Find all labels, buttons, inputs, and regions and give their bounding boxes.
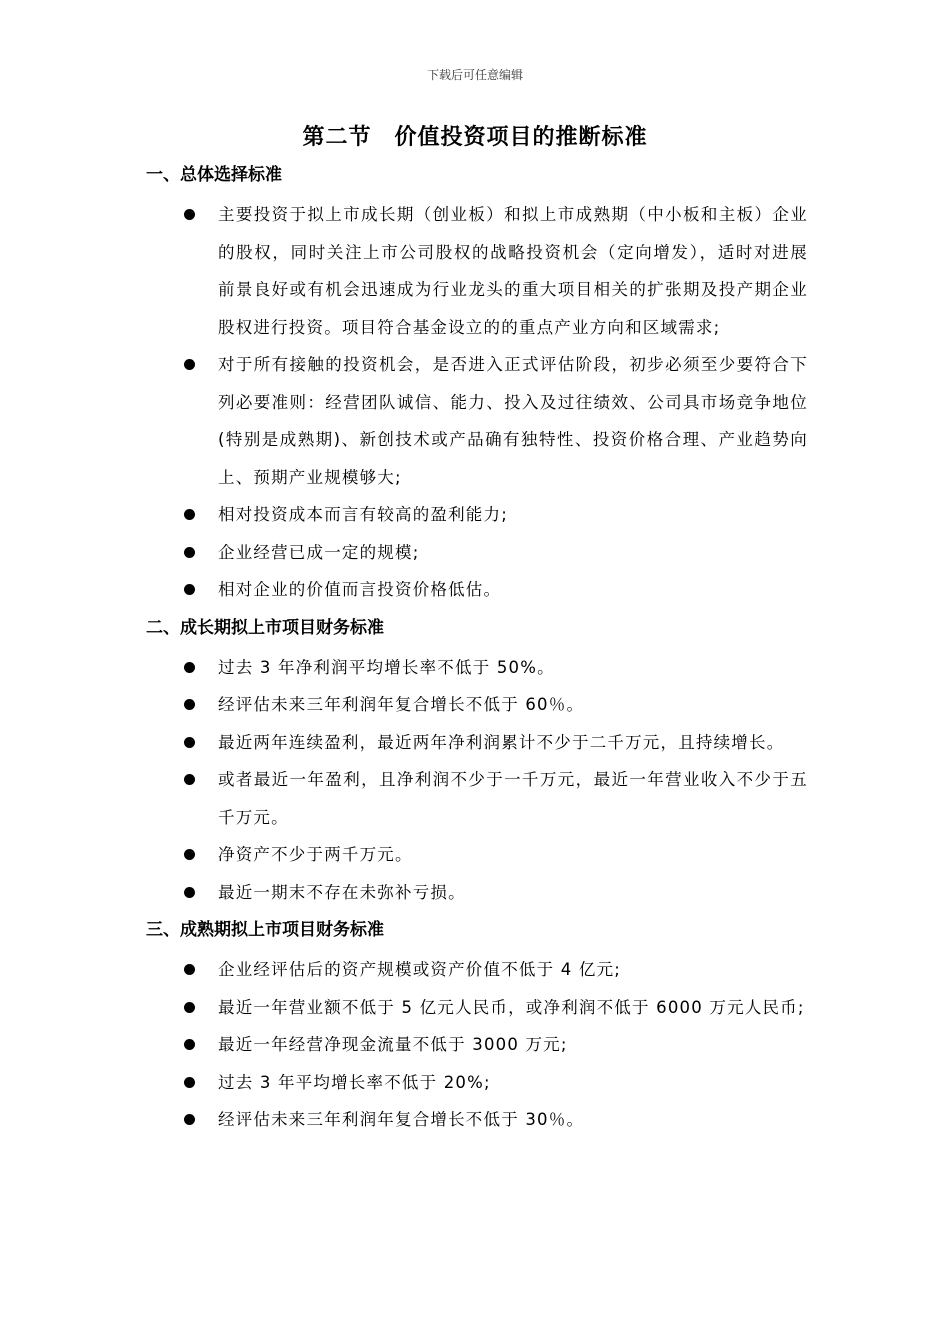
- list-item-text: 企业经营已成一定的规模;: [218, 542, 420, 562]
- list-item: [146, 1026, 808, 1064]
- list-item-text: 主要投资于拟上市成长期（创业板）和拟上市成熟期（中小板和主板）企业的股权，同时关注上市公司股权的战略投资机会（定向增发），适时对进展前景良好或有机会迅速成为行业龙头的重大项目相关的扩张期及投产期企业股权进行投资。项目符合基金设立的的重点产业方向和区域需求;: [218, 205, 808, 337]
- list-item-text: 或者最近一年盈利，且净利润不少于一千万元，最近一年营业收入不少于五千万元。: [218, 770, 808, 827]
- section-heading: 二、成长期拟上市项目财务标准: [146, 617, 384, 638]
- list-item: [146, 534, 808, 572]
- section-heading: 三、成熟期拟上市项目财务标准: [146, 920, 384, 940]
- bullet-icon: [184, 547, 195, 558]
- list-item-text: 经评估未来三年利润年复合增长不低于 30％。: [218, 1110, 585, 1129]
- bullet-icon: [184, 1039, 195, 1050]
- section-heading: 一、总体选择标准: [146, 165, 282, 185]
- list-item: [146, 1064, 808, 1102]
- section-general-criteria: [146, 160, 808, 609]
- list-item: [146, 196, 808, 346]
- bullet-icon: [184, 964, 195, 975]
- list-item-text: 最近一年经营净现金流量不低于 3000 万元;: [218, 1035, 568, 1054]
- bullet-icon: [184, 359, 195, 370]
- bullet-icon: [184, 1114, 195, 1125]
- document-body: [146, 160, 808, 1143]
- section-growth-stage-criteria: [146, 613, 808, 912]
- list-item: [146, 761, 808, 836]
- page-header: 下载后可任意编辑: [426, 68, 523, 82]
- bullet-list: [146, 951, 808, 1139]
- bullet-icon: [184, 774, 195, 785]
- list-item: [146, 951, 808, 989]
- page-title: 第二节 价值投资项目的推断标准: [302, 125, 648, 150]
- list-item: [146, 686, 808, 724]
- section-mature-stage-criteria: [146, 915, 808, 1139]
- list-item-text: 对于所有接触的投资机会，是否进入正式评估阶段，初步必须至少要符合下列必要准则：经营团队诚信、能力、投入及过往绩效、公司具市场竞争地位(特别是成熟期)、新创技术或产品确有独特性、投资价格合理、产业趋势向上、预期产业规模够大;: [218, 355, 808, 487]
- bullet-icon: [184, 1077, 195, 1088]
- bullet-icon: [184, 849, 195, 860]
- list-item-text: 经评估未来三年利润年复合增长不低于 60％。: [218, 695, 585, 714]
- list-item: [146, 649, 808, 687]
- list-item: [146, 724, 808, 762]
- bullet-icon: [184, 1002, 195, 1013]
- list-item: [146, 346, 808, 496]
- list-item: [146, 496, 808, 534]
- list-item: [146, 874, 808, 912]
- bullet-icon: [184, 699, 195, 710]
- list-item: [146, 836, 808, 874]
- bullet-icon: [184, 662, 195, 673]
- list-item-text: 最近一期末不存在未弥补亏损。: [218, 882, 466, 902]
- list-item-text: 最近一年营业额不低于 5 亿元人民币，或净利润不低于 6000 万元人民币;: [218, 997, 805, 1017]
- bullet-icon: [184, 737, 195, 748]
- bullet-list: [146, 196, 808, 609]
- list-item-text: 最近两年连续盈利，最近两年净利润累计不少于二千万元，且持续增长。: [218, 732, 785, 752]
- list-item: [146, 571, 808, 609]
- list-item-text: 相对企业的价值而言投资价格低估。: [218, 580, 502, 599]
- list-item-text: 过去 3 年净利润平均增长率不低于 50%。: [218, 657, 555, 677]
- bullet-icon: [184, 509, 195, 520]
- list-item-text: 相对投资成本而言有较高的盈利能力;: [218, 505, 508, 524]
- bullet-list: [146, 649, 808, 912]
- bullet-icon: [184, 887, 195, 898]
- bullet-icon: [184, 209, 195, 220]
- list-item-text: 企业经评估后的资产规模或资产价值不低于 4 亿元;: [218, 960, 622, 979]
- list-item: [146, 1101, 808, 1139]
- bullet-icon: [184, 584, 195, 595]
- list-item-text: 净资产不少于两千万元。: [218, 845, 413, 864]
- list-item: [146, 989, 808, 1027]
- list-item-text: 过去 3 年平均增长率不低于 20%;: [218, 1072, 491, 1092]
